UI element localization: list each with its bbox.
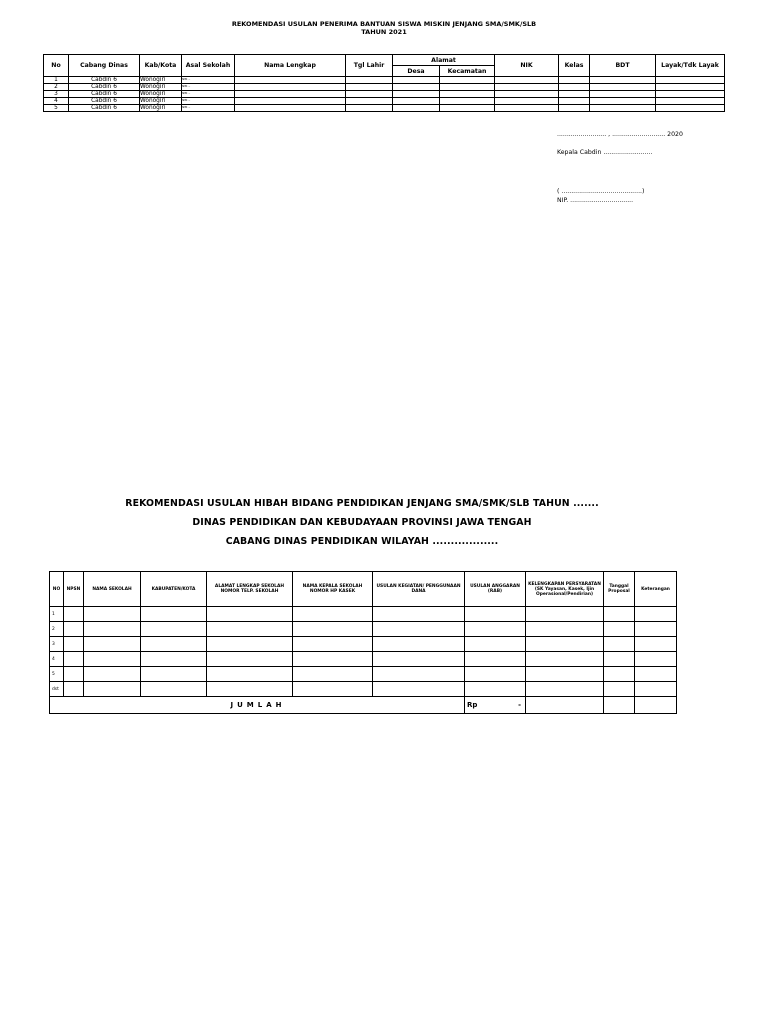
total-value: - <box>518 701 521 709</box>
col-keterangan-header: Keterangan <box>635 572 677 607</box>
row-no: 5 <box>44 105 69 112</box>
doc2-title-line1: REKOMENDASI USULAN HIBAH BIDANG PENDIDIKAN JENJANG SMA/SMK/SLB TAHUN ....... <box>125 498 599 509</box>
row-no: 1 <box>50 607 64 622</box>
table-row <box>44 105 725 112</box>
col-kegiatan-header: USULAN KEGIATAN/ PENGGUNAAN DANA <box>373 572 465 607</box>
col-tanggal-header: Tanggal Proposal <box>604 572 635 607</box>
row-cabang: Cabdin 6 <box>69 98 140 105</box>
col-npsn-header: NPSN <box>64 572 84 607</box>
row-no: 4 <box>50 652 64 667</box>
table-row <box>50 622 677 637</box>
table-row <box>44 91 725 98</box>
doc1-title <box>0 20 768 36</box>
row-no: 3 <box>50 637 64 652</box>
col-tgl-header: Tgl Lahir <box>346 55 393 77</box>
col-asal-header: Asal Sekolah <box>182 55 235 77</box>
col-no-header: NO <box>50 572 64 607</box>
row-no: 3 <box>44 91 69 98</box>
table-row <box>50 637 677 652</box>
table-row <box>50 682 677 697</box>
doc1-title-line1: REKOMENDASI USULAN PENERIMA BANTUAN SISWA MISKIN JENJANG SMA/SMK/SLB <box>231 20 537 28</box>
col-bdt-header: BDT <box>590 55 656 77</box>
col-desa-header: Desa <box>393 66 440 77</box>
col-kelengkapan-header: KELENGKAPAN PERSYARATAN (SK Yayasan, Kasek, Ijin Operasional/Pendirian) <box>526 572 604 607</box>
row-asal: SMK ... <box>182 98 235 105</box>
student-aid-table <box>43 54 725 112</box>
row-kab: Wonogiri <box>140 91 182 98</box>
signature-name: ( .........................................) <box>557 188 645 195</box>
signature-date: ......................... , ........................... 2020 <box>557 131 683 138</box>
row-kab: Wonogiri <box>140 84 182 91</box>
total-amount <box>465 697 526 714</box>
row-no: 2 <box>50 622 64 637</box>
col-nama-header: Nama Lengkap <box>235 55 346 77</box>
row-asal: SMK ... <box>182 91 235 98</box>
total-row <box>50 697 677 714</box>
row-asal: SMK ... <box>182 84 235 91</box>
col-kab-header: Kab/Kota <box>140 55 182 77</box>
col-kecamatan-header: Kecamatan <box>440 66 495 77</box>
row-asal: SMK ... <box>182 105 235 112</box>
table-row <box>44 84 725 91</box>
signature-role: Kepala Cabdin ......................... <box>557 149 653 156</box>
row-cabang: Cabdin 6 <box>69 77 140 84</box>
table-row <box>50 607 677 622</box>
col-nik-header: NIK <box>495 55 559 77</box>
total-currency: Rp <box>467 701 478 709</box>
row-no: 4 <box>44 98 69 105</box>
row-kab: Wonogiri <box>140 105 182 112</box>
row-cabang: Cabdin 6 <box>69 105 140 112</box>
doc1-title-line2: TAHUN 2021 <box>361 28 407 36</box>
total-label: JUMLAH <box>50 697 465 714</box>
signature-nip: NIP. ................................ <box>557 197 634 204</box>
col-no-header: No <box>44 55 69 77</box>
row-no: dst <box>50 682 64 697</box>
col-layak-header: Layak/Tdk Layak <box>656 55 725 77</box>
doc2-title-line2: DINAS PENDIDIKAN DAN KEBUDAYAAN PROVINSI JAWA TENGAH <box>192 517 532 528</box>
col-anggaran-header: USULAN ANGGARAN (RAB) <box>465 572 526 607</box>
row-asal: SMK ... <box>182 77 235 84</box>
row-cabang: Cabdin 6 <box>69 91 140 98</box>
row-kab: Wonogiri <box>140 77 182 84</box>
row-kab: Wonogiri <box>140 98 182 105</box>
table-row <box>44 77 725 84</box>
table-row <box>50 652 677 667</box>
row-cabang: Cabdin 6 <box>69 84 140 91</box>
col-alamat-header: Alamat <box>393 55 495 66</box>
table-row <box>50 667 677 682</box>
col-kelas-header: Kelas <box>559 55 590 77</box>
row-no: 1 <box>44 77 69 84</box>
col-alamat-header: ALAMAT LENGKAP SEKOLAH NOMOR TELP. SEKOLAH <box>207 572 293 607</box>
grant-proposal-table <box>49 571 677 714</box>
col-cabang-header: Cabang Dinas <box>69 55 140 77</box>
col-kabupaten-header: KABUPATEN/KOTA <box>141 572 207 607</box>
row-no: 2 <box>44 84 69 91</box>
col-nama-sekolah-header: NAMA SEKOLAH <box>84 572 141 607</box>
col-kepala-header: NAMA KEPALA SEKOLAH NOMOR HP KASEK <box>293 572 373 607</box>
doc2-title-line3: CABANG DINAS PENDIDIKAN WILAYAH .................. <box>225 536 499 547</box>
table-row <box>44 98 725 105</box>
row-no: 5 <box>50 667 64 682</box>
